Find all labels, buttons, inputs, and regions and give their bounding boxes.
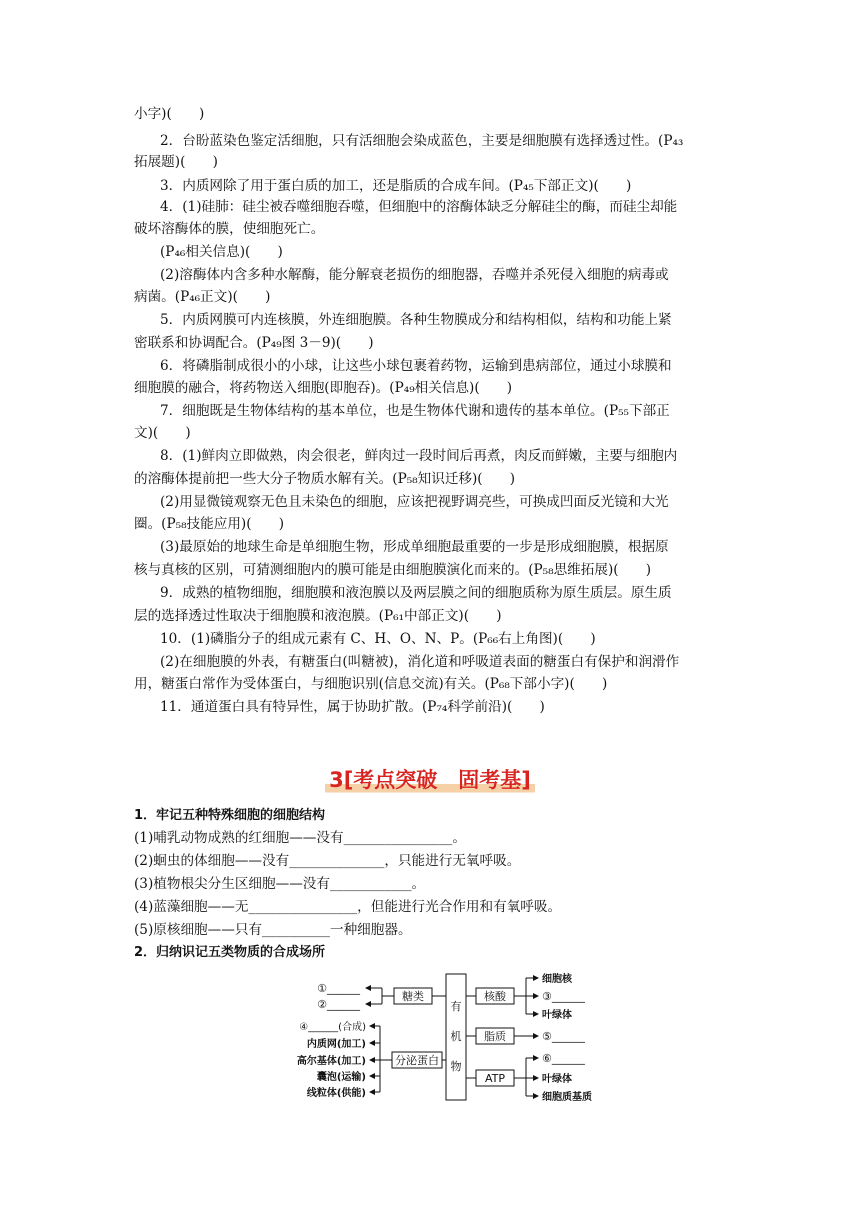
protein-box-label: 分泌蛋白 [395,1054,439,1067]
statement-line: 9．成熟的植物细胞，细胞膜和液泡膜以及两层膜之间的细胞质称为原生质层。原生质 [160,585,672,601]
statement-line: (2)在细胞膜的外表，有糖蛋白(叫糖被)，消化道和呼吸道表面的糖蛋白有保护和润滑作 [160,654,680,670]
lipid-box-label: 脂质 [484,1030,506,1043]
section-title-text: 3[考点突破 固考基] [325,768,535,794]
statement-line: 文)( ) [134,425,191,441]
nucleic-output: ③______ [542,990,585,1003]
kp1-item: (1)哺乳动物成熟的红细胞——没有________________。 [134,830,466,846]
protein-output: ④______(合成) [299,1022,366,1033]
atp-output: 叶绿体 [542,1074,572,1085]
center-label: 机 [450,1030,462,1043]
statement-line: 4．(1)硅肺：硅尘被吞噬细胞吞噬，但细胞中的溶酶体缺乏分解硅尘的酶，而硅尘却能 [160,199,678,215]
sugar-output: ①______ [317,982,360,995]
protein-output: 内质网(加工) [306,1039,366,1050]
statement-line: 10．(1)磷脂分子的组成元素有 C、H、O、N、P。(P₆₆右上角图)( ) [160,631,596,647]
atp-output: 细胞质基质 [542,1092,592,1103]
statement-line: 8．(1)鲜肉立即做熟，肉会很老，鲜肉过一段时间后再煮，肉反而鲜嫩，主要与细胞内 [160,448,678,464]
protein-output: 囊泡(运输) [316,1072,366,1083]
kp2-heading: 2．归纳识记五类物质的合成场所 [134,945,326,960]
lipid-output: ⑤______ [542,1030,585,1043]
atp-output: ⑥______ [542,1052,585,1065]
statement-line: 11．通道蛋白具有特异性，属于协助扩散。(P₇₄科学前沿)( ) [160,699,545,715]
section-title [0,764,860,794]
statement-line: (P₄₆相关信息)( ) [160,244,283,260]
statement-line: 用，糖蛋白常作为受体蛋白，与细胞识别(信息交流)有关。(P₆₈下部小字)( ) [134,676,608,692]
statement-line: 6．将磷脂制成很小的小球，让这些小球包裹着药物，运输到患病部位，通过小球膜和 [160,358,672,374]
statement-line: 拓展题)( ) [134,154,218,170]
kp1-item: (5)原核细胞——只有__________一种细胞器。 [134,922,412,938]
atp-box-label: ATP [484,1072,506,1085]
statement-line: 小字)( ) [134,106,205,122]
statement-line: 3．内质网除了用于蛋白质的加工，还是脂质的合成车间。(P₄₅下部正文)( ) [160,178,632,194]
statement-line: 5．内质网膜可内连核膜，外连细胞膜。各种生物膜成分和结构相似，结构和功能上紧 [160,312,672,328]
center-label: 物 [450,1060,462,1073]
kp1-item: (2)蛔虫的体细胞——没有______________，只能进行无氧呼吸。 [134,853,521,869]
kp1-heading: 1．牢记五种特殊细胞的细胞结构 [134,808,326,823]
sugar-box-label: 糖类 [402,990,424,1003]
statement-line: 细胞膜的融合，将药物送入细胞(即胞吞)。(P₄₉相关信息)( ) [134,380,513,396]
statement-line: 圈。(P₅₈技能应用)( ) [134,516,285,532]
statement-line: 病菌。(P₄₆正文)( ) [134,289,271,305]
statement-line: 的溶酶体提前把一些大分子物质水解有关。(P₅₈知识迁移)( ) [134,471,516,487]
kp1-item: (4)蓝藻细胞——无________________，但能进行光合作用和有氧呼吸。 [134,899,562,915]
nucleic-box-label: 核酸 [484,990,506,1003]
sugar-output: ②______ [317,998,360,1011]
statement-line: (2)溶酶体内含多种水解酶，能分解衰老损伤的细胞器，吞噬并杀死侵入细胞的病毒或 [160,267,669,283]
statement-line: 核与真核的区别，可猜测细胞内的膜可能是由细胞膜演化而来的。(P₅₈思维拓展)( ) [134,562,652,578]
statement-line: (3)最原始的地球生命是单细胞生物，形成单细胞最重要的一步是形成细胞膜，根据原 [160,539,669,555]
protein-output: 线粒体(供能) [306,1088,366,1099]
synthesis-site-diagram [270,968,610,1108]
protein-output: 高尔基体(加工) [296,1056,366,1067]
kp1-item: (3)植物根尖分生区细胞——没有____________。 [134,876,426,892]
nucleic-output: 叶绿体 [542,1010,572,1021]
statement-line: 7．细胞既是生物体结构的基本单位，也是生物体代谢和遗传的基本单位。(P₅₅下部正 [160,403,670,419]
statement-line: (2)用显微镜观察无色且未染色的细胞，应该把视野调亮些，可换成凹面反光镜和大光 [160,494,669,510]
center-label: 有 [450,1000,462,1013]
nucleic-output: 细胞核 [542,974,572,985]
statement-line: 层的选择透过性取决于细胞膜和液泡膜。(P₆₁中部正文)( ) [134,608,502,624]
statement-line: 密联系和协调配合。(P₄₉图 3－9)( ) [134,335,374,351]
statement-line: 2．台盼蓝染色鉴定活细胞，只有活细胞会染成蓝色，主要是细胞膜有选择透过性。(P₄₃ [160,133,684,149]
statement-line: 破坏溶酶体的膜，使细胞死亡。 [134,221,325,237]
